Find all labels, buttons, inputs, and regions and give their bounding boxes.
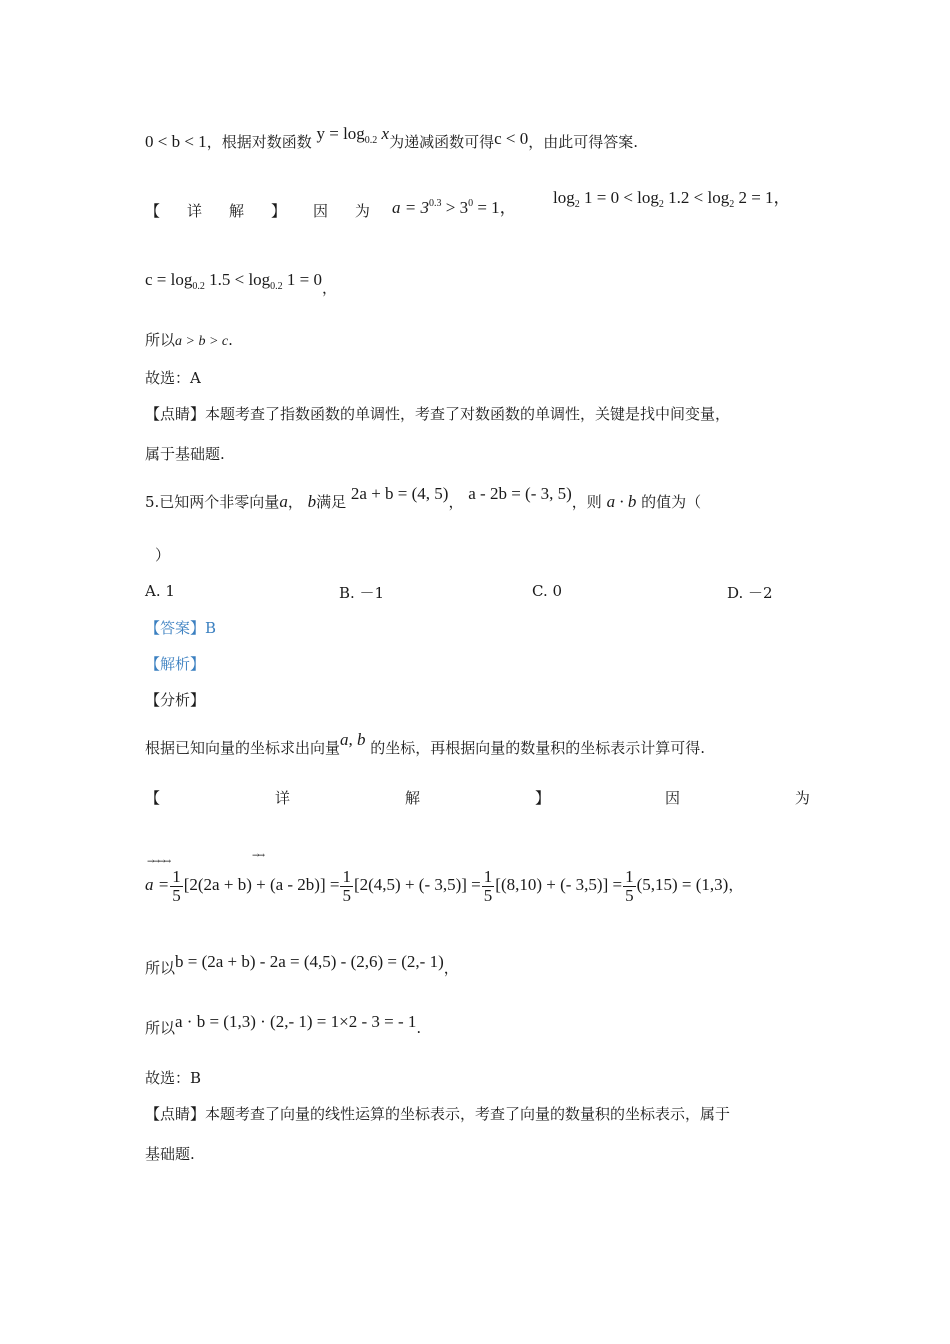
text: ，由此可得答案.: [528, 133, 639, 151]
option-d: D. －2: [727, 584, 773, 602]
math-condition-1: 2a + b = (4, 5): [350, 484, 449, 503]
detail-label-2: 【 详 解 】 因 为: [145, 789, 810, 807]
vector-arrow-marks: →→: [252, 851, 264, 861]
option-c: C. 0: [532, 582, 563, 600]
math-c-compare: $c = \log_{0.2} 1.5 < \log_{0.2} 1 = 0$，: [145, 270, 338, 297]
answer-label: 【答案】B: [145, 619, 217, 637]
question-5: 5.已知两个非零向量a， b满足 2a + b = (4, 5)， a - 2b = (- 3, 5)，则 a · b 的值为（: [145, 484, 702, 511]
vector-arrow-marks: →→→→: [147, 857, 170, 867]
line-decreasing-log: [145, 124, 639, 159]
math-b-range: 0 < b < 1: [145, 132, 207, 151]
text: ，根据对数函数: [206, 133, 312, 151]
math-log2-compare: $\log_2 1 = 0 < \log_2 1.2 < \log_2 2 = 1$，: [553, 188, 791, 210]
note-line-2: 属于基础题.: [145, 445, 225, 463]
fenxi-label: 【分析】: [145, 691, 206, 709]
line-b-vector: 所以b = (2a + b) - 2a = (4,5) - (2,6) = (2,- 1)，: [145, 952, 459, 977]
math-condition-2: a - 2b = (- 3, 5): [468, 484, 572, 503]
math-log-function: $y = \log_{0.2} x$: [316, 124, 390, 146]
math-a-compare: $a = 3^{0.3} > 3^0 = 1$，: [392, 198, 517, 217]
choice-line-b: 故选：B: [145, 1069, 202, 1087]
line-conclusion-abc: 所以a > b > c.: [145, 331, 233, 349]
equation-a-vector: a = $\frac{1}{5}$ [2(2a + b) + (a - 2b)] = $\frac{1}{5}$ [2(4,5) + (- 3,5)] = $\frac{1}{5}$ [(8,10) + (- 3,5)] = $\frac{1}{5}$ (5,15) = (1,3)，: [145, 866, 744, 905]
line-dot-product: 所以a · b = (1,3) · (2,- 1) = 1×2 - 3 = - 1.: [145, 1012, 422, 1037]
note-line-3: 【点睛】本题考查了向量的线性运算的坐标表示，考查了向量的数量积的坐标表示，属于: [145, 1105, 731, 1123]
note-line-1: 【点睛】本题考查了指数函数的单调性，考查了对数函数的单调性，关键是找中间变量，: [145, 405, 731, 423]
text: 为递减函数可得: [389, 133, 495, 151]
question-5-close: ）: [155, 546, 171, 564]
detail-label-1: 【 详 解 】 因 为: [145, 202, 370, 220]
analysis-label: 【解析】: [145, 655, 206, 673]
math-c-negative: c < 0: [494, 129, 529, 148]
math-dot-product: a · b: [606, 492, 637, 511]
choice-line-a: 故选：A: [145, 369, 201, 387]
idea-line: 根据已知向量的坐标求出向量a, b 的坐标，再根据向量的数量积的坐标表示计算可得.: [145, 730, 706, 757]
option-b: B. －1: [339, 584, 385, 602]
option-a: A. 1: [145, 582, 175, 600]
note-line-4: 基础题.: [145, 1145, 195, 1163]
